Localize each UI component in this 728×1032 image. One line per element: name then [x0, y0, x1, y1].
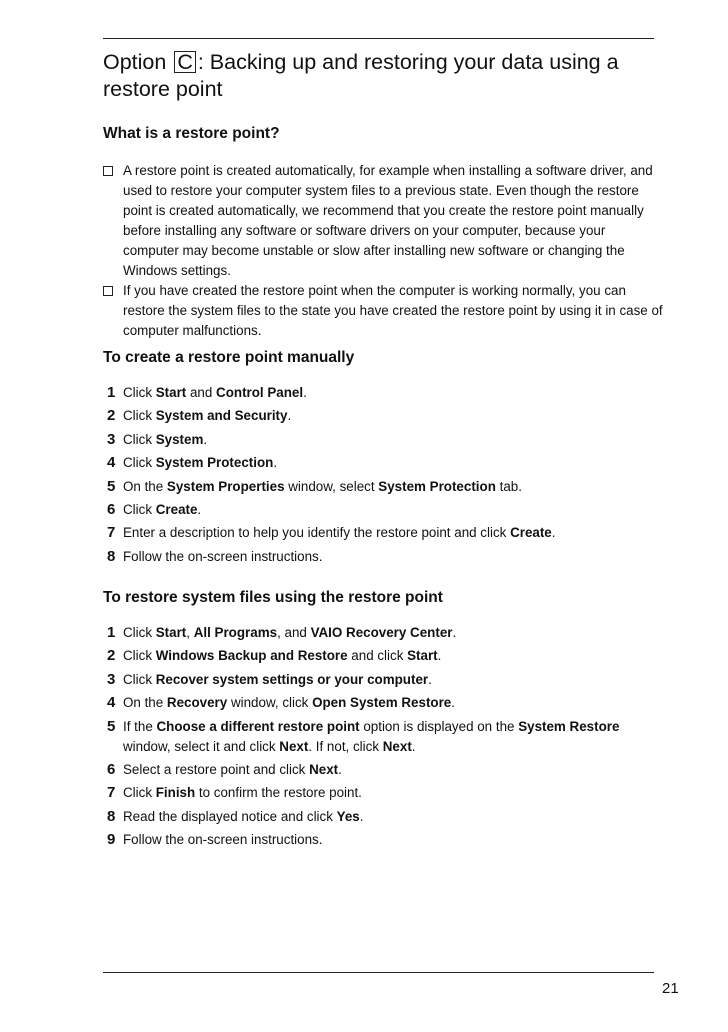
step-number: 7	[107, 784, 116, 802]
step-bold-term: Start	[407, 648, 438, 664]
step-text: .	[359, 808, 364, 824]
step-number: 9	[107, 831, 116, 849]
step-item	[107, 717, 667, 757]
section-heading-restore: To restore system files using the restore point	[103, 589, 443, 606]
bullet-text: A restore point is created automatically, for example when installing a software driver, and used to restore your computer system files to a previous state. Even though the restore point is created automatically, we recommend that you create the restore point manually before installing any software or software drivers on your computer, because your computer may become unstable or slow after installing new software or changing the Windows settings.	[123, 163, 653, 278]
step-item	[107, 830, 667, 850]
step-text: Click	[123, 501, 156, 517]
step-item	[107, 523, 667, 543]
step-text: Click	[123, 455, 156, 471]
step-text: Click	[123, 431, 156, 447]
step-text: to confirm the restore point.	[195, 785, 362, 801]
step-item	[107, 430, 667, 450]
step-bold-term: Create	[510, 525, 552, 541]
step-text: ,	[186, 625, 194, 640]
step-text: tab.	[495, 478, 522, 494]
step-text: Read the displayed notice and click	[123, 808, 337, 824]
step-item	[107, 693, 667, 713]
step-bold-term: Next	[279, 738, 309, 754]
step-text: window, select it and click	[123, 738, 280, 754]
step-text: .	[197, 501, 202, 517]
step-item	[107, 453, 667, 473]
step-bold-term: System Protection	[155, 455, 274, 471]
step-text: option is displayed on the	[359, 718, 519, 734]
step-bold-term: Control Panel	[216, 385, 304, 400]
step-bold-term: Choose a different restore point	[156, 718, 360, 734]
step-text: Click	[123, 671, 156, 687]
step-text: .	[303, 385, 307, 400]
step-bold-term: Open System Restore	[312, 695, 452, 711]
step-text: .	[437, 648, 442, 664]
title-prefix: Option	[103, 50, 173, 74]
step-number: 8	[107, 807, 116, 825]
step-bold-term: Next	[309, 761, 339, 777]
step-text: .	[411, 738, 416, 754]
step-text: Click	[123, 408, 156, 424]
step-number: 1	[107, 624, 116, 641]
step-number: 6	[107, 760, 116, 778]
step-text: , and	[277, 625, 311, 640]
step-text: On the	[123, 478, 167, 494]
step-item	[107, 383, 667, 403]
step-text: Enter a description to help you identify the restore point and click	[123, 525, 511, 541]
step-number: 2	[107, 647, 116, 665]
step-text: .	[338, 761, 342, 777]
step-number: 6	[107, 500, 116, 518]
step-item	[107, 783, 667, 803]
step-text: .	[428, 671, 432, 687]
step-text: .	[273, 455, 278, 471]
step-text: .	[203, 431, 208, 447]
step-text: Click	[123, 648, 156, 664]
step-text: and	[186, 385, 217, 400]
step-bold-term: Create	[155, 501, 198, 517]
step-bold-term: Start	[155, 625, 187, 640]
bullet-list	[103, 161, 663, 341]
checkbox-bullet-icon	[103, 166, 113, 176]
step-bold-term: Windows Backup and Restore	[155, 648, 348, 664]
top-rule	[103, 38, 654, 39]
bullet-text: If you have created the restore point when the computer is working normally, you can restore the system files to the state you have created the restore point by using it in case of computer malfunctions.	[123, 283, 663, 338]
checkbox-bullet-icon	[103, 286, 113, 296]
bullet-item	[103, 161, 663, 281]
step-text: Click	[123, 625, 156, 640]
step-item	[107, 500, 667, 520]
step-bold-term: System and Security	[155, 408, 288, 424]
step-text: .	[287, 408, 292, 424]
step-text: On the	[123, 695, 167, 711]
step-text: .	[452, 625, 457, 640]
step-item	[107, 807, 667, 827]
step-text: and click	[347, 648, 408, 664]
step-text: Follow the on-screen instructions.	[123, 548, 323, 564]
section-heading-what-is: What is a restore point?	[103, 125, 280, 142]
step-text: .	[451, 695, 455, 711]
step-number: 4	[107, 454, 116, 472]
step-item	[107, 477, 667, 497]
step-bold-term: Finish	[155, 785, 196, 801]
step-bold-term: System Protection	[378, 478, 496, 494]
option-letter-box: C	[174, 51, 196, 73]
step-bold-term: Yes	[336, 808, 360, 824]
step-item	[107, 670, 667, 690]
step-bold-term: Recovery	[166, 695, 228, 711]
restore-steps-list	[107, 623, 667, 854]
step-number: 5	[107, 477, 116, 495]
step-bold-term: Recover system settings or your computer	[155, 671, 429, 687]
step-text: Select a restore point and click	[123, 761, 310, 777]
step-bold-term: System Restore	[518, 718, 620, 734]
step-number: 8	[107, 547, 116, 565]
step-item	[107, 760, 667, 780]
page-number: 21	[662, 980, 679, 997]
step-text: Click	[123, 385, 156, 400]
page-title	[103, 49, 663, 103]
step-text: .	[551, 525, 556, 541]
bottom-rule	[103, 972, 654, 973]
step-item	[107, 646, 667, 666]
step-bold-term: Next	[382, 738, 412, 754]
step-number: 3	[107, 430, 116, 448]
step-text: Click	[123, 785, 156, 801]
section-heading-create: To create a restore point manually	[103, 349, 355, 366]
step-number: 5	[107, 717, 116, 735]
step-item	[107, 623, 667, 643]
step-text: If the	[123, 718, 157, 734]
step-text: Follow the on-screen instructions.	[123, 832, 323, 848]
step-bold-term: System Properties	[166, 478, 285, 494]
title-rest: : Backing up and restoring your data using a restore point	[103, 50, 619, 101]
step-item	[107, 406, 667, 426]
step-text: . If not, click	[308, 738, 383, 754]
step-number: 2	[107, 407, 116, 425]
step-bold-term: Start	[155, 385, 187, 400]
step-number: 4	[107, 694, 116, 712]
create-steps-list	[107, 383, 667, 570]
step-bold-term: System	[155, 431, 204, 447]
step-number: 7	[107, 524, 116, 542]
bullet-item	[103, 281, 663, 341]
step-number: 1	[107, 384, 116, 401]
step-text: window, click	[227, 695, 313, 711]
step-bold-term: All Programs	[193, 625, 278, 640]
step-text: window, select	[284, 478, 379, 494]
step-bold-term: VAIO Recovery Center	[310, 625, 453, 640]
step-number: 3	[107, 670, 116, 688]
step-item	[107, 547, 667, 567]
